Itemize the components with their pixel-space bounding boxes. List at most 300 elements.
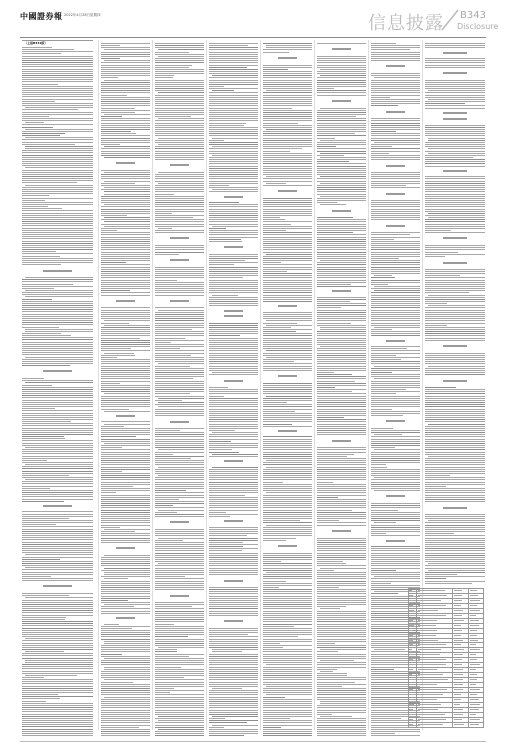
text-line [22, 726, 93, 727]
text-line [209, 710, 258, 711]
text-line [263, 725, 312, 726]
text-line [425, 200, 485, 201]
text-line [425, 492, 485, 493]
text-line [22, 142, 93, 143]
text-line [371, 174, 420, 175]
text-line [425, 320, 485, 321]
text-line [209, 148, 258, 149]
text-line [101, 215, 127, 216]
text-line [263, 729, 312, 730]
text-line [22, 165, 93, 166]
text-line [101, 105, 150, 106]
text-line [101, 381, 150, 382]
text-line [263, 116, 312, 117]
section-heading-mark [116, 162, 136, 164]
text-line [155, 443, 204, 444]
text-line [317, 344, 366, 345]
text-line [101, 316, 150, 317]
table-cell-text [454, 689, 463, 690]
text-line [425, 353, 485, 354]
text-line [209, 47, 258, 48]
text-line [155, 245, 204, 246]
text-line [425, 553, 485, 554]
text-line [263, 563, 312, 564]
text-line [209, 303, 258, 304]
text-line [317, 424, 366, 425]
text-line [317, 146, 336, 147]
text-line [209, 262, 258, 263]
text-line [101, 355, 135, 356]
text-line [101, 359, 150, 360]
text-line [104, 679, 150, 680]
text-line [209, 105, 258, 106]
text-line [371, 140, 420, 141]
text-line [209, 103, 258, 104]
text-line [263, 108, 292, 109]
text-line [101, 656, 150, 657]
text-line [263, 581, 286, 582]
text-line [425, 323, 485, 324]
text-line [371, 277, 395, 278]
text-line [209, 482, 258, 483]
text-line [155, 226, 204, 227]
text-line [155, 176, 204, 177]
text-line [101, 200, 150, 201]
text-line [371, 514, 420, 515]
text-line [22, 477, 93, 478]
text-line [101, 477, 150, 478]
text-line [371, 280, 420, 281]
table-cell-text [454, 669, 463, 670]
section-heading-mark [386, 340, 406, 342]
text-line [155, 290, 204, 291]
table-cell-text [409, 590, 412, 591]
text-line [371, 86, 420, 87]
text-line [374, 477, 420, 478]
text-line [425, 370, 485, 371]
text-line [317, 148, 366, 149]
text-line [101, 58, 120, 59]
text-line [101, 675, 150, 676]
text-line [317, 247, 366, 248]
text-line [101, 464, 150, 465]
text-line [101, 318, 150, 319]
text-line [320, 108, 366, 109]
text-line [22, 228, 93, 229]
text-line [317, 542, 366, 543]
text-line [263, 707, 312, 708]
text-line [425, 449, 485, 450]
text-line [155, 209, 204, 210]
text-line [425, 82, 485, 83]
table-cell-text [454, 595, 462, 596]
text-line [101, 462, 150, 463]
table-cell-text [470, 644, 476, 645]
text-line [209, 647, 258, 648]
text-line [371, 553, 420, 554]
text-line [22, 711, 93, 712]
text-line [371, 363, 420, 364]
text-line [101, 286, 150, 287]
text-line [101, 684, 150, 685]
text-line [371, 297, 420, 298]
text-line [25, 567, 93, 568]
text-line [266, 460, 312, 461]
text-line [317, 135, 366, 136]
text-line [155, 479, 204, 480]
table-cell-text [418, 699, 437, 700]
text-line [155, 194, 174, 195]
text-line [101, 254, 150, 255]
text-line [209, 722, 247, 723]
text-line [155, 69, 204, 70]
text-line [425, 574, 457, 575]
table-column-rule [416, 588, 417, 727]
text-line [428, 563, 485, 564]
text-line [209, 350, 258, 351]
text-line [22, 198, 93, 199]
text-line [317, 460, 366, 461]
text-line [155, 116, 191, 117]
table-cell-text [409, 659, 413, 660]
text-line [374, 522, 396, 523]
text-line [155, 503, 204, 504]
text-line [425, 88, 485, 89]
text-line [158, 563, 204, 564]
text-line [317, 499, 366, 500]
text-line [371, 45, 420, 46]
text-line [425, 333, 485, 334]
text-line [209, 421, 258, 422]
section-heading-mark [443, 72, 467, 74]
section-heading-mark [43, 585, 71, 587]
text-line [374, 275, 392, 276]
text-line [425, 280, 485, 281]
table-cell-text [454, 620, 464, 621]
text-line [155, 542, 204, 543]
table-cell-text [409, 644, 413, 645]
text-line [425, 464, 485, 465]
text-line [22, 73, 93, 74]
text-line [209, 361, 258, 362]
text-line [25, 357, 93, 358]
text-line [155, 722, 204, 723]
text-line [101, 116, 122, 117]
text-line [209, 86, 224, 87]
text-line [25, 167, 93, 168]
text-line [425, 67, 485, 68]
text-line [320, 140, 366, 141]
text-line [317, 411, 366, 412]
text-line [155, 484, 204, 485]
text-line [317, 232, 353, 233]
text-line [104, 411, 150, 412]
text-line [101, 155, 150, 156]
text-line [25, 277, 93, 278]
text-line [371, 368, 420, 369]
text-line [263, 148, 302, 149]
text-line [371, 49, 410, 50]
text-line [101, 479, 150, 480]
text-line [22, 62, 93, 63]
table-cell-text [418, 605, 446, 606]
text-line [371, 148, 420, 149]
text-line [317, 151, 366, 152]
text-line [317, 447, 366, 448]
text-line [22, 690, 93, 691]
text-line [317, 626, 366, 627]
text-line [425, 452, 485, 453]
text-line [263, 639, 312, 640]
text-line [22, 202, 93, 203]
column-divider [206, 40, 207, 730]
section-heading-mark [224, 196, 244, 198]
text-line [25, 479, 93, 480]
text-line [209, 301, 258, 302]
text-line [371, 475, 420, 476]
text-line [371, 484, 420, 485]
text-line [317, 426, 366, 427]
text-line [101, 101, 150, 102]
text-line [22, 449, 93, 450]
table-cell-text [418, 610, 438, 611]
text-line [101, 219, 150, 220]
table-cell-text [418, 684, 437, 685]
section-heading-mark [443, 112, 467, 114]
table-row-rule [408, 677, 484, 678]
text-line [22, 176, 93, 177]
text-line [22, 417, 93, 418]
text-line [317, 230, 366, 231]
text-line [22, 522, 93, 523]
text-line [371, 335, 420, 336]
text-line [155, 254, 179, 255]
text-line [263, 288, 312, 289]
text-line [263, 234, 312, 235]
text-line [425, 434, 485, 435]
text-line [371, 234, 410, 235]
text-line [209, 686, 258, 687]
text-line [155, 540, 183, 541]
text-line [263, 415, 312, 416]
text-line [320, 660, 354, 661]
text-line [155, 656, 189, 657]
text-line [263, 499, 312, 500]
text-line [209, 335, 240, 336]
text-line [425, 359, 485, 360]
text-line [104, 643, 150, 644]
table-row-rule [408, 647, 484, 648]
text-line [263, 641, 312, 642]
text-line [209, 557, 258, 558]
text-line [371, 413, 420, 414]
text-line [371, 333, 420, 334]
text-line [101, 692, 150, 693]
text-line [317, 690, 366, 691]
text-line [104, 49, 150, 50]
text-line [101, 264, 150, 265]
text-line [371, 525, 420, 526]
text-line [22, 456, 93, 457]
table-row-rule [408, 588, 484, 589]
text-line [155, 224, 204, 225]
text-line [371, 187, 420, 188]
text-line [22, 630, 93, 631]
text-line [22, 152, 93, 153]
text-line [25, 662, 93, 663]
text-line [263, 495, 312, 496]
text-line [155, 712, 204, 713]
text-line [104, 226, 150, 227]
table-cell-text [409, 699, 412, 700]
text-line [155, 572, 204, 573]
text-line [425, 204, 485, 205]
text-line [209, 630, 258, 631]
text-line [209, 101, 258, 102]
text-line [263, 144, 312, 145]
text-line [209, 731, 258, 732]
text-line [101, 92, 150, 93]
table-cell-text [454, 714, 463, 715]
text-line [425, 400, 485, 401]
text-line [155, 157, 204, 158]
text-line [209, 473, 258, 474]
text-line [371, 97, 390, 98]
text-line [371, 125, 420, 126]
text-line [101, 90, 150, 91]
text-line [158, 49, 204, 50]
text-line [155, 512, 177, 513]
text-line [101, 688, 150, 689]
text-line [104, 568, 150, 569]
text-line [425, 404, 485, 405]
text-line [209, 185, 229, 186]
text-line [371, 467, 387, 468]
text-line [101, 475, 150, 476]
text-line [263, 617, 312, 618]
text-line [371, 370, 420, 371]
text-line [209, 135, 258, 136]
text-line [428, 140, 485, 141]
text-line [371, 90, 420, 91]
text-line [317, 187, 366, 188]
text-line [104, 572, 150, 573]
text-line [22, 109, 78, 110]
text-line [209, 682, 258, 683]
text-line [371, 219, 420, 220]
text-line [22, 215, 93, 216]
text-line [101, 520, 150, 521]
text-line [101, 52, 150, 53]
text-line [371, 323, 420, 324]
text-line [209, 720, 258, 721]
column-divider [368, 40, 369, 730]
text-line [425, 529, 485, 530]
text-line [209, 234, 258, 235]
text-line [425, 439, 485, 440]
text-line [263, 213, 312, 214]
text-line [101, 110, 150, 111]
table-row-rule [408, 633, 484, 634]
text-line [209, 123, 246, 124]
text-line [317, 669, 337, 670]
text-line [317, 714, 332, 715]
text-line [101, 176, 150, 177]
text-line [155, 232, 204, 233]
table-cell-text [409, 620, 413, 621]
text-line [155, 292, 204, 293]
text-line [155, 473, 204, 474]
text-line [22, 563, 93, 564]
text-line [371, 374, 420, 375]
text-line [263, 202, 312, 203]
text-line [371, 353, 420, 354]
text-line [209, 677, 258, 678]
text-line [22, 172, 93, 173]
text-line [263, 673, 312, 674]
text-line [263, 626, 294, 627]
text-line [22, 458, 93, 459]
text-line [22, 524, 56, 525]
text-line [209, 219, 258, 220]
text-line [209, 120, 258, 121]
text-line [155, 307, 204, 308]
text-line [22, 200, 45, 201]
text-line [101, 538, 150, 539]
text-line [101, 639, 150, 640]
text-line [209, 565, 258, 566]
text-line [101, 718, 150, 719]
text-line [425, 335, 485, 336]
text-line [209, 424, 258, 425]
text-line [22, 178, 93, 179]
text-line [263, 621, 312, 622]
section-heading-mark [386, 65, 406, 67]
text-line [317, 686, 342, 687]
text-line [101, 269, 150, 270]
text-line [209, 475, 258, 476]
text-line [317, 471, 366, 472]
text-line [263, 318, 312, 319]
text-line [155, 90, 204, 91]
text-line [209, 391, 258, 392]
text-line [371, 43, 396, 44]
text-line [101, 374, 150, 375]
table-cell-text [409, 654, 412, 655]
text-line [263, 383, 312, 384]
text-line [22, 170, 93, 171]
text-line [263, 99, 312, 100]
text-line [212, 295, 238, 296]
text-line [317, 398, 366, 399]
text-line [22, 309, 93, 310]
text-line [425, 361, 485, 362]
text-line [371, 271, 420, 272]
text-line [22, 71, 93, 72]
text-line [371, 535, 420, 536]
text-line [263, 516, 312, 517]
text-line [320, 153, 366, 154]
text-line [209, 714, 258, 715]
text-line [371, 479, 420, 480]
text-line [374, 77, 420, 78]
text-line [425, 518, 485, 519]
text-line [263, 477, 312, 478]
text-line [428, 99, 485, 100]
text-line [209, 69, 258, 70]
text-line [317, 522, 366, 523]
text-line [155, 667, 181, 668]
